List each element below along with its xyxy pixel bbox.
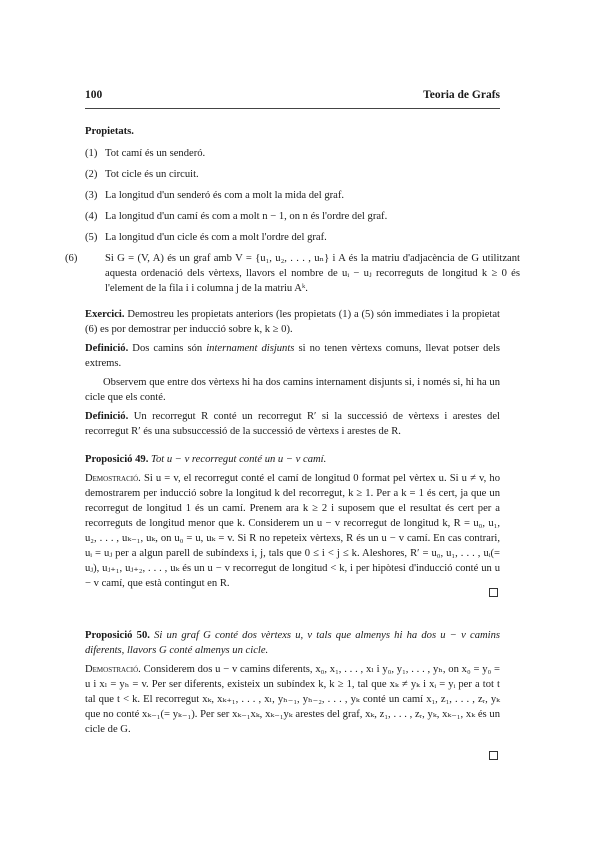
proof-label: Demostració. [85, 664, 141, 675]
header-rule [85, 108, 500, 109]
running-title: Teoria de Grafs [423, 89, 500, 101]
properties-heading: Propietats. [85, 126, 134, 137]
exercise-label: Exercici. [85, 309, 125, 320]
property-item: (6) Si G = (V, A) és un graf amb V = {u₁, u₂, . . . , uₙ} i A és la matriu d'adjacència de G utilitzant aquesta ordenació dels vèrtexs, llavors el nombre de uᵢ − uⱼ recorreguts de longitud k ≥ 0 és l'element de la fila i i columna j de la matriu Aᵏ. [65, 253, 520, 294]
proposition-statement: Tot u − v recorregut conté un u − v camí. [151, 454, 327, 465]
proof-50: Demostració. Considerem dos u − v camins diferents, x₀, x₁, . . . , xₗ i y₀, y₁, . . . , yₕ, on x₀ = y₀ = u i xₗ = yₕ = v. Per ser diferents, existeix un subíndex k, k ≥ 1, tal que xₖ ≠ yₖ i xᵢ = yᵢ per a tot t tal que t < k. El recorregut xₖ, xₖ₊₁, . . . , xₗ, yₕ₋₁, yₕ₋₂, . . . , yₖ conté un camí x₁, z₁, . . . , zᵣ, yₖ que no conté xₖ₋₁(= yₖ₋₁). Per ser xₖ₋₁xₖ, xₖ₋₁yₖ arestes del graf, xₖ, z₁, . . . , zᵣ, yₖ, xₖ₋₁, xₖ és un cicle de G. [85, 662, 500, 760]
qed-square-icon [489, 751, 498, 760]
page-number: 100 [85, 89, 103, 101]
proof-label: Demostració. [85, 473, 141, 484]
proposition-statement: Si un graf G conté dos vèrtexs u, v tals que almenys hi ha dos u − v camins diferents, llavors G conté almenys un cicle. [85, 630, 500, 656]
definition-label: Definició. [85, 411, 129, 422]
property-item: (5) La longitud d'un cicle és com a molt l'ordre del graf. [85, 232, 327, 243]
proposition-label: Proposició 50. [85, 630, 150, 641]
qed-square-icon [489, 588, 498, 597]
proposition-50 [85, 628, 500, 658]
definition-internally-disjoint: Definició. Dos camins són internament disjunts si no tenen vèrtexs comuns, llevat potser dels extrems. [85, 343, 501, 369]
property-item: (3) La longitud d'un senderó és com a molt la mida del graf. [85, 190, 345, 201]
exercise-paragraph: Exercici. Demostreu les propietats anteriors (les propietats (1) a (5) són immediates i la propietat (6) es por demostrar per inducció sobre k, k ≥ 0). [85, 309, 500, 335]
proof-49: Demostració. Si u = v, el recorregut conté el camí de longitud 0 format pel vèrtex u. Si u ≠ v, ho demostrarem per inducció sobre la longitud k del recorregut, k ≥ 1. Per a k = 1 és cert, ja que un recorregut de longitud 1 és un camí. Prenem ara k ≥ 2 i suposem que el resultat és cert per a recorreguts de longitud menor que k. Considerem un u − v recorregut de longitud k, R = u₀, u₁, u₂, . . . , uₖ₋₁, uₖ, on u₀ = u, uₖ = v. Si R no repeteix vèrtexs, R és un u − v camí. En cas contrari, uᵢ = uⱼ per a algun parell de subíndexs i, j, tals que 0 ≤ i < j ≤ k. Aleshores, R′ = u₀, u₁, . . . , uᵢ(= uⱼ), uⱼ₊₁, uⱼ₊₂, . . . , uₖ és un u − v recorregut de longitud < k, i per hipòtesi d'inducció conté un u − v camí, que està contingut en R. [85, 471, 500, 597]
defined-term: internament disjunts [206, 343, 295, 354]
remark-paragraph: Observem que entre dos vèrtexs hi ha dos camins internament disjunts si, i només si, hi ha un cicle que els conté. [85, 377, 500, 403]
page-header [85, 88, 500, 103]
proposition-label: Proposició 49. [85, 454, 149, 465]
property-item: (1) Tot camí és un senderó. [85, 148, 206, 159]
definition-label: Definició. [85, 343, 129, 354]
definition-contains: Definició. Un recorregut R conté un recorregut R′ si la successió de vèrtexs i arestes del recorregut R′ és una subsuccessió de la successió de vèrtexs i arestes de R. [85, 411, 500, 437]
proposition-49 [85, 452, 500, 467]
property-item: (2) Tot cicle és un circuit. [85, 169, 199, 180]
property-item: (4) La longitud d'un camí és com a molt n − 1, on n és l'ordre del graf. [85, 211, 388, 222]
